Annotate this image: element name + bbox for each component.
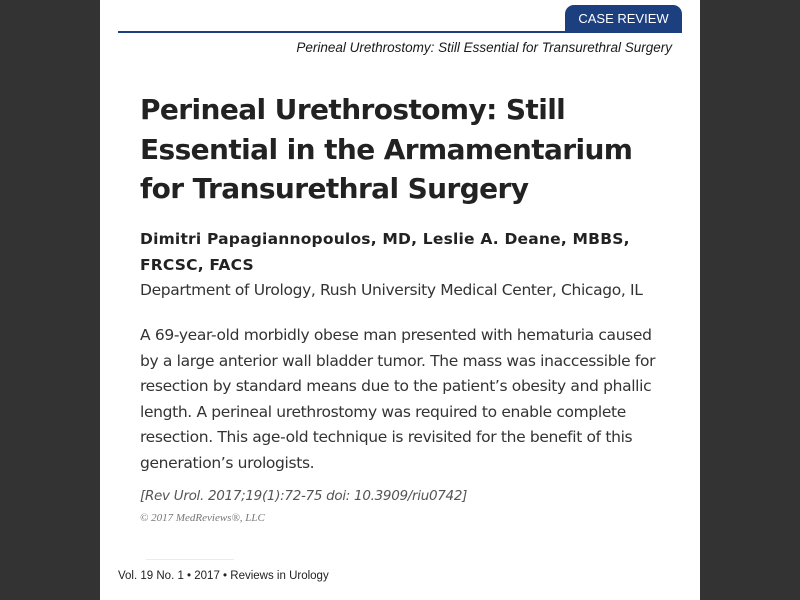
abstract: A 69-year-old morbidly obese man presented with hematuria caused by a large anterior wall bladder tumor. The mass was inaccessible for resection by standard means due to the patient’s obesity and phallic length. A perineal urethrostomy was required to enable complete resection. This age-old technique is revisited for the benefit of this generation’s urologists. — [140, 326, 656, 472]
document-page — [100, 0, 700, 600]
page-footer: Vol. 19 No. 1 • 2017 • Reviews in Urology — [118, 570, 329, 582]
citation: [Rev Urol. 2017;19(1):72-75 doi: 10.3909/riu0742] — [140, 488, 468, 504]
running-title: Perineal Urethrostomy: Still Essential for Transurethral Surgery — [296, 40, 672, 55]
header-rule — [118, 31, 682, 33]
authors: Dimitri Papagiannopoulos, MD, Leslie A. Deane, MBBS, FRCSC, FACS — [140, 230, 630, 274]
section-tab-case-review: CASE REVIEW — [565, 5, 682, 33]
article-title: Perineal Urethrostomy: Still Essential in the Armamentarium for Transurethral Surgery — [140, 93, 633, 205]
copyright: © 2017 MedReviews®, LLC — [140, 512, 265, 524]
affiliation: Department of Urology, Rush University Medical Center, Chicago, IL — [140, 281, 643, 299]
footer-rule — [146, 559, 234, 560]
